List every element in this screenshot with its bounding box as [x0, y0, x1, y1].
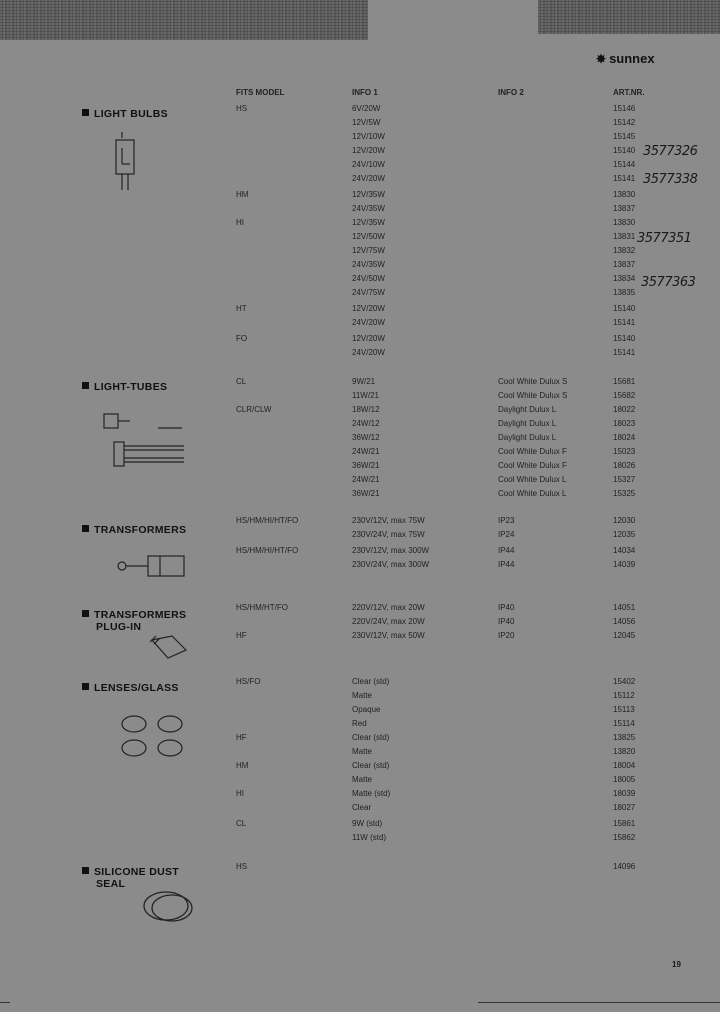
cell-art-nr: 14034: [613, 546, 636, 555]
cell-info-1: 18W/12: [352, 405, 380, 414]
cell-fits-model: HF: [236, 733, 247, 742]
cell-art-nr: 15140: [613, 304, 636, 313]
table-row: [0, 391, 720, 405]
cell-fits-model: HI: [236, 789, 244, 798]
cell-info-1: 24V/35W: [352, 204, 385, 213]
section-title: LIGHT-TUBES: [94, 381, 168, 393]
cell-art-nr: 15682: [613, 391, 636, 400]
cell-info-1: 24V/35W: [352, 260, 385, 269]
scan-noise-top-left: [0, 0, 368, 40]
table-row: [0, 530, 720, 544]
cell-info-2: Cool White Dulux F: [498, 461, 567, 470]
cell-art-nr: 13837: [613, 204, 636, 213]
cell-info-2: Daylight Dulux L: [498, 419, 557, 428]
cell-fits-model: CL: [236, 819, 247, 828]
cell-art-nr: 15861: [613, 819, 636, 828]
cell-info-1: 36W/21: [352, 489, 380, 498]
section-title: LIGHT BULBS: [94, 108, 168, 120]
table-row: [0, 304, 720, 318]
table-row: [0, 348, 720, 362]
cell-info-1: Red: [352, 719, 367, 728]
cell-fits-model: CLR/CLW: [236, 405, 272, 414]
handwritten-note: 3577326: [643, 144, 698, 159]
cell-info-2: Daylight Dulux L: [498, 433, 557, 442]
cell-art-nr: 15114: [613, 719, 635, 728]
cell-info-1: 12V/5W: [352, 118, 381, 127]
table-row: [0, 603, 720, 617]
cell-info-2: IP44: [498, 546, 515, 555]
cell-info-1: 11W (std): [352, 833, 387, 842]
table-row: [0, 862, 720, 876]
table-row: [0, 546, 720, 560]
cell-art-nr: 18027: [613, 803, 636, 812]
cell-info-1: 24V/50W: [352, 274, 385, 283]
table-row: [0, 104, 720, 118]
cell-info-1: 6V/20W: [352, 104, 381, 113]
handwritten-note: 3577363: [641, 275, 696, 290]
cell-fits-model: HT: [236, 304, 247, 313]
cell-art-nr: 12030: [613, 516, 636, 525]
section-subtitle: SEAL: [96, 878, 126, 890]
cell-art-nr: 15140: [613, 334, 636, 343]
table-row: [0, 516, 720, 530]
sunnex-logo: [596, 51, 655, 66]
table-row: [0, 789, 720, 803]
cell-info-1: 12V/75W: [352, 246, 385, 255]
cell-info-1: 12V/20W: [352, 146, 385, 155]
cell-info-1: 230V/24V, max 300W: [352, 560, 430, 569]
cell-art-nr: 15023: [613, 447, 636, 456]
table-row: [0, 232, 720, 246]
table-row: [0, 733, 720, 747]
cell-art-nr: 12045: [613, 631, 636, 640]
section-title: SILICONE DUST: [94, 866, 179, 878]
table-row: [0, 489, 720, 503]
cell-art-nr: 18039: [613, 789, 636, 798]
cell-art-nr: 13825: [613, 733, 636, 742]
table-row: [0, 761, 720, 775]
cell-art-nr: 15113: [613, 705, 635, 714]
cell-info-1: Clear (std): [352, 761, 390, 770]
cell-info-2: IP40: [498, 617, 515, 626]
cell-info-1: 230V/12V, max 300W: [352, 546, 430, 555]
section-title: LENSES/GLASS: [94, 682, 179, 694]
cell-info-2: IP24: [498, 530, 515, 539]
cell-info-1: 9W (std): [352, 819, 383, 828]
cell-art-nr: 13837: [613, 260, 636, 269]
cell-info-1: 12V/10W: [352, 132, 385, 141]
table-row: [0, 631, 720, 645]
cell-info-1: 12V/20W: [352, 304, 385, 313]
cell-fits-model: HS/HM/HT/FO: [236, 603, 288, 612]
cell-info-1: 24V/20W: [352, 174, 385, 183]
cell-info-2: IP23: [498, 516, 515, 525]
cell-art-nr: 13820: [613, 747, 636, 756]
cell-art-nr: 15141: [613, 318, 636, 327]
handwritten-note: 3577351: [637, 231, 692, 246]
table-row: [0, 190, 720, 204]
cell-fits-model: CL: [236, 377, 247, 386]
cell-info-2: IP40: [498, 603, 515, 612]
cell-info-1: 230V/12V, max 75W: [352, 516, 425, 525]
cell-info-1: 12V/20W: [352, 334, 385, 343]
cell-art-nr: 13831: [613, 232, 636, 241]
cell-info-1: Clear: [352, 803, 372, 812]
cell-info-1: 24V/10W: [352, 160, 385, 169]
cell-art-nr: 15141: [613, 174, 636, 183]
table-row: [0, 819, 720, 833]
table-row: [0, 334, 720, 348]
cell-art-nr: 15862: [613, 833, 636, 842]
table-row: [0, 132, 720, 146]
cell-info-1: 24V/20W: [352, 348, 385, 357]
table-row: [0, 433, 720, 447]
cell-art-nr: 18023: [613, 419, 636, 428]
table-row: [0, 461, 720, 475]
cell-art-nr: 15142: [613, 118, 636, 127]
cell-info-1: 220V/24V, max 20W: [352, 617, 425, 626]
cell-info-1: Clear (std): [352, 733, 390, 742]
table-row: [0, 475, 720, 489]
handwritten-note: 3577338: [643, 172, 698, 187]
cell-art-nr: 14056: [613, 617, 636, 626]
cell-art-nr: 15402: [613, 677, 636, 686]
header-info-2: INFO 2: [498, 88, 524, 97]
cell-info-1: 24V/75W: [352, 288, 385, 297]
cell-art-nr: 15112: [613, 691, 635, 700]
cell-art-nr: 14051: [613, 603, 636, 612]
cell-art-nr: 15681: [613, 377, 636, 386]
cell-art-nr: 14039: [613, 560, 636, 569]
cell-info-1: 11W/21: [352, 391, 379, 400]
cell-art-nr: 15327: [613, 475, 636, 484]
cell-info-2: Cool White Dulux L: [498, 475, 567, 484]
cell-art-nr: 15141: [613, 348, 636, 357]
table-row: [0, 318, 720, 332]
cell-info-1: 230V/24V, max 75W: [352, 530, 425, 539]
table-row: [0, 118, 720, 132]
cell-info-1: Matte: [352, 775, 373, 784]
cell-art-nr: 13834: [613, 274, 636, 283]
bottom-rule-right: [478, 1002, 720, 1003]
table-row: [0, 204, 720, 218]
cell-art-nr: 18026: [613, 461, 636, 470]
cell-fits-model: HS: [236, 104, 248, 113]
cell-fits-model: HM: [236, 761, 249, 770]
cell-info-1: 12V/50W: [352, 232, 385, 241]
cell-info-1: 230V/12V, max 50W: [352, 631, 425, 640]
page-number: 19: [672, 960, 681, 969]
cell-art-nr: 15325: [613, 489, 636, 498]
bottom-rule-left: [0, 1002, 10, 1003]
cell-art-nr: 15146: [613, 104, 636, 113]
cell-info-1: Matte: [352, 747, 373, 756]
header-art-nr: ART.NR.: [613, 88, 645, 97]
cell-info-1: 220V/12V, max 20W: [352, 603, 425, 612]
section-title: TRANSFORMERS: [94, 524, 187, 536]
cell-art-nr: 12035: [613, 530, 636, 539]
cell-art-nr: 14096: [613, 862, 636, 871]
table-row: [0, 775, 720, 789]
cell-info-1: 36W/12: [352, 433, 380, 442]
cell-info-1: 9W/21: [352, 377, 376, 386]
sun-icon: ✸: [596, 51, 607, 66]
cell-art-nr: 18004: [613, 761, 636, 770]
cell-info-2: Daylight Dulux L: [498, 405, 557, 414]
cell-art-nr: 18022: [613, 405, 636, 414]
cell-info-1: 36W/21: [352, 461, 380, 470]
table-row: [0, 419, 720, 433]
table-row: [0, 246, 720, 260]
cell-fits-model: HF: [236, 631, 247, 640]
cell-fits-model: HM: [236, 190, 249, 199]
cell-info-1: Matte (std): [352, 789, 391, 798]
cell-art-nr: 13835: [613, 288, 636, 297]
table-row: [0, 719, 720, 733]
cell-info-1: 24W/21: [352, 475, 380, 484]
cell-fits-model: HS/HM/HI/HT/FO: [236, 516, 299, 525]
cell-fits-model: FO: [236, 334, 248, 343]
cell-fits-model: HS/FO: [236, 677, 261, 686]
cell-art-nr: 15144: [613, 160, 636, 169]
cell-art-nr: 18024: [613, 433, 636, 442]
header-info-1: INFO 1: [352, 88, 378, 97]
cell-art-nr: 15145: [613, 132, 636, 141]
table-row: [0, 447, 720, 461]
scan-noise-top-right: [538, 0, 720, 34]
table-row: [0, 160, 720, 174]
cell-info-1: 24W/21: [352, 447, 380, 456]
table-row: [0, 617, 720, 631]
table-row: [0, 560, 720, 574]
table-row: [0, 691, 720, 705]
table-row: [0, 405, 720, 419]
table-row: [0, 218, 720, 232]
table-row: [0, 288, 720, 302]
table-row: [0, 146, 720, 160]
table-row: [0, 260, 720, 274]
cell-info-2: Cool White Dulux L: [498, 489, 567, 498]
table-row: [0, 705, 720, 719]
cell-info-1: 24V/20W: [352, 318, 385, 327]
cell-info-2: Cool White Dulux F: [498, 447, 567, 456]
table-row: [0, 833, 720, 847]
cell-info-1: Clear (std): [352, 677, 390, 686]
cell-art-nr: 18005: [613, 775, 636, 784]
cell-fits-model: HS: [236, 862, 248, 871]
logo-text: sunnex: [609, 51, 655, 66]
header-fits-model: FITS MODEL: [236, 88, 285, 97]
cell-info-2: Cool White Dulux S: [498, 391, 568, 400]
cell-art-nr: 13832: [613, 246, 636, 255]
cell-art-nr: 15140: [613, 146, 636, 155]
cell-info-2: Cool White Dulux S: [498, 377, 568, 386]
table-row: [0, 174, 720, 188]
cell-fits-model: HI: [236, 218, 244, 227]
cell-art-nr: 13830: [613, 190, 636, 199]
table-row: [0, 274, 720, 288]
silicone-seal-illustration-icon: [140, 886, 198, 926]
cell-info-2: IP20: [498, 631, 515, 640]
cell-info-1: 24W/12: [352, 419, 380, 428]
cell-info-1: 12V/35W: [352, 190, 385, 199]
table-row: [0, 803, 720, 817]
table-row: [0, 747, 720, 761]
cell-info-1: Matte: [352, 691, 373, 700]
section-subtitle: PLUG-IN: [96, 621, 142, 633]
table-row: [0, 677, 720, 691]
table-row: [0, 377, 720, 391]
section-title: TRANSFORMERS: [94, 609, 187, 621]
cell-info-2: IP44: [498, 560, 515, 569]
cell-info-1: 12V/35W: [352, 218, 385, 227]
cell-info-1: Opaque: [352, 705, 381, 714]
cell-fits-model: HS/HM/HI/HT/FO: [236, 546, 299, 555]
cell-art-nr: 13830: [613, 218, 636, 227]
